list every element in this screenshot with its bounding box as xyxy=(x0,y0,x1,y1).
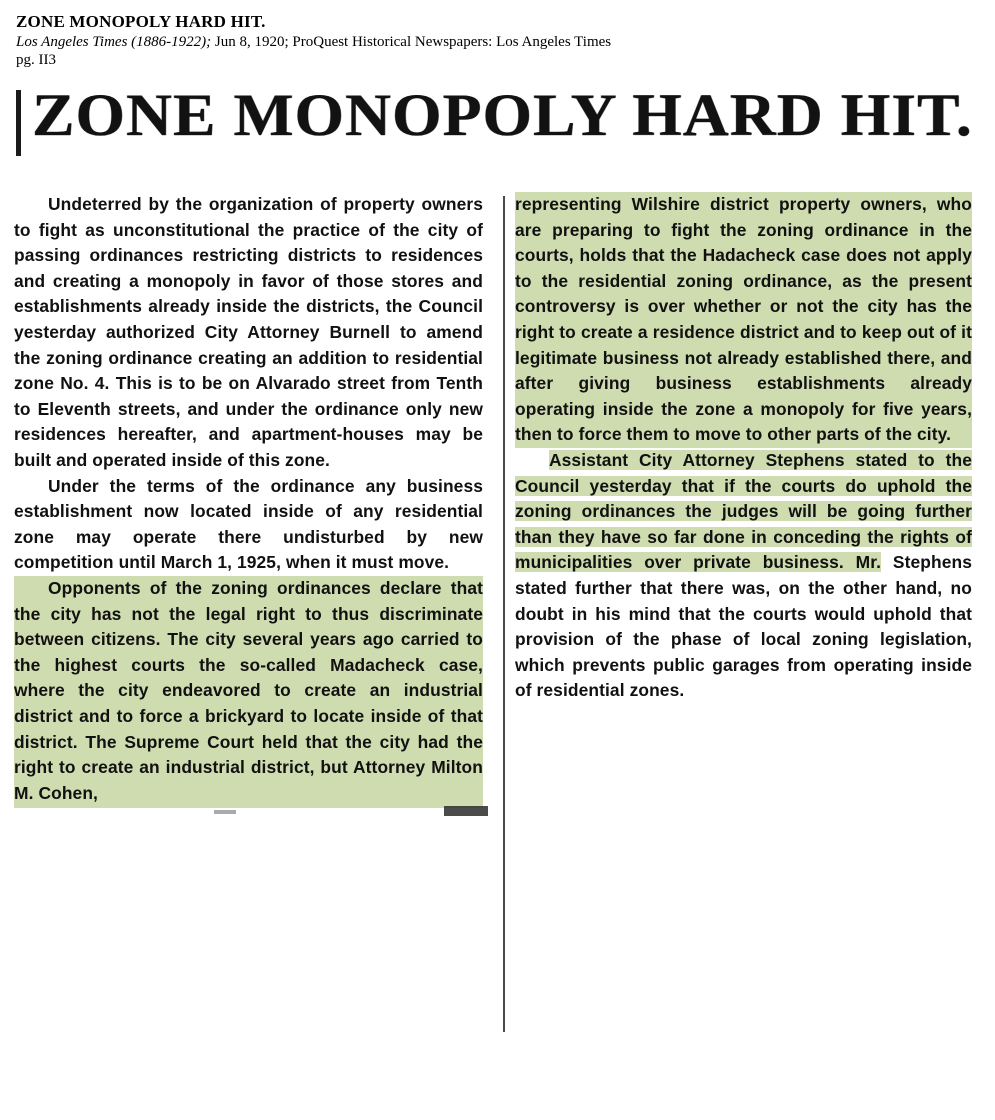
paragraph-highlighted xyxy=(515,192,972,448)
article-headline: ZONE MONOPOLY HARD HIT. xyxy=(32,82,973,149)
proquest-citation-rest: Jun 8, 1920; ProQuest Historical Newspapers: Los Angeles Times xyxy=(211,33,612,50)
scan-artifact-mark xyxy=(444,806,488,816)
paragraph-text: Under the terms of the ordinance any business establishment now located inside of any residential zone may operate there undisturbed by new competition until March 1, 1925, when it must move. xyxy=(14,475,483,573)
proquest-article-title: ZONE MONOPOLY HARD HIT. xyxy=(16,12,266,31)
proquest-page-number: pg. II3 xyxy=(16,52,56,69)
proquest-citation xyxy=(16,33,981,52)
paragraph-text: Opponents of the zoning ordinances declare that the city has not the legal right to thus discriminate between citizens. The city several years ago carried to the highest courts the so-called Madacheck case, where the city endeavored to create an industrial district and to force a brickyard to locate inside of that district. The Supreme Court held that the city had the right to create an industrial district, but Attorney Milton M. Cohen, xyxy=(14,577,483,803)
column-right xyxy=(493,192,972,704)
paragraph xyxy=(14,474,483,576)
paragraph-text: Undeterred by the organization of property owners to fight as unconstitutional the practice of the city of passing ordinances restricting districts to residences and creating a monopoly in favor of those stores and establishments already inside the districts, the Council yesterday authorized City Attorney Burnell to amend the zoning ordinance creating an addition to residential zone No. 4. This is to be on Alvarado street from Tenth to Eleventh streets, and under the ordinance only new residences hereafter, and apartment-houses may be built and operated inside of this zone. xyxy=(14,194,483,470)
paragraph-text-highlighted: Assistant City Attorney Stephens stated to the Council yesterday that if the courts do uphold the zoning ordinances the judges will be going further than they have so far done in conceding the rights of municipalities over private business. Mr. xyxy=(515,449,972,573)
column-left xyxy=(14,192,493,808)
proquest-publication-name: Los Angeles Times (1886-1922); xyxy=(16,33,212,50)
paragraph xyxy=(14,192,483,474)
paragraph xyxy=(515,448,972,704)
proquest-header xyxy=(16,12,981,70)
scan-artifact-dots xyxy=(214,810,236,814)
headline-left-rule xyxy=(16,90,21,156)
paragraph-text: representing Wilshire district property owners, who are preparing to fight the zoning ordinance in the courts, holds that the Hadacheck case does not apply to the residential zoning ordinance, as the present controversy is over whether or not the city has the right to create a residence district and to keep out of it legitimate business not already established there, and after giving business establishments already operating inside the zone a monopoly for five years, then to force them to move to other parts of the city. xyxy=(515,194,972,445)
paragraph-text-rest: Stephens stated further that there was, on the other hand, no doubt in his mind that the courts would uphold that provision of the phase of local zoning legislation, which prevents public garages from operating inside of residential zones. xyxy=(515,552,972,701)
article-columns xyxy=(14,192,981,808)
headline-block xyxy=(14,82,981,160)
paragraph-highlighted xyxy=(14,576,483,808)
